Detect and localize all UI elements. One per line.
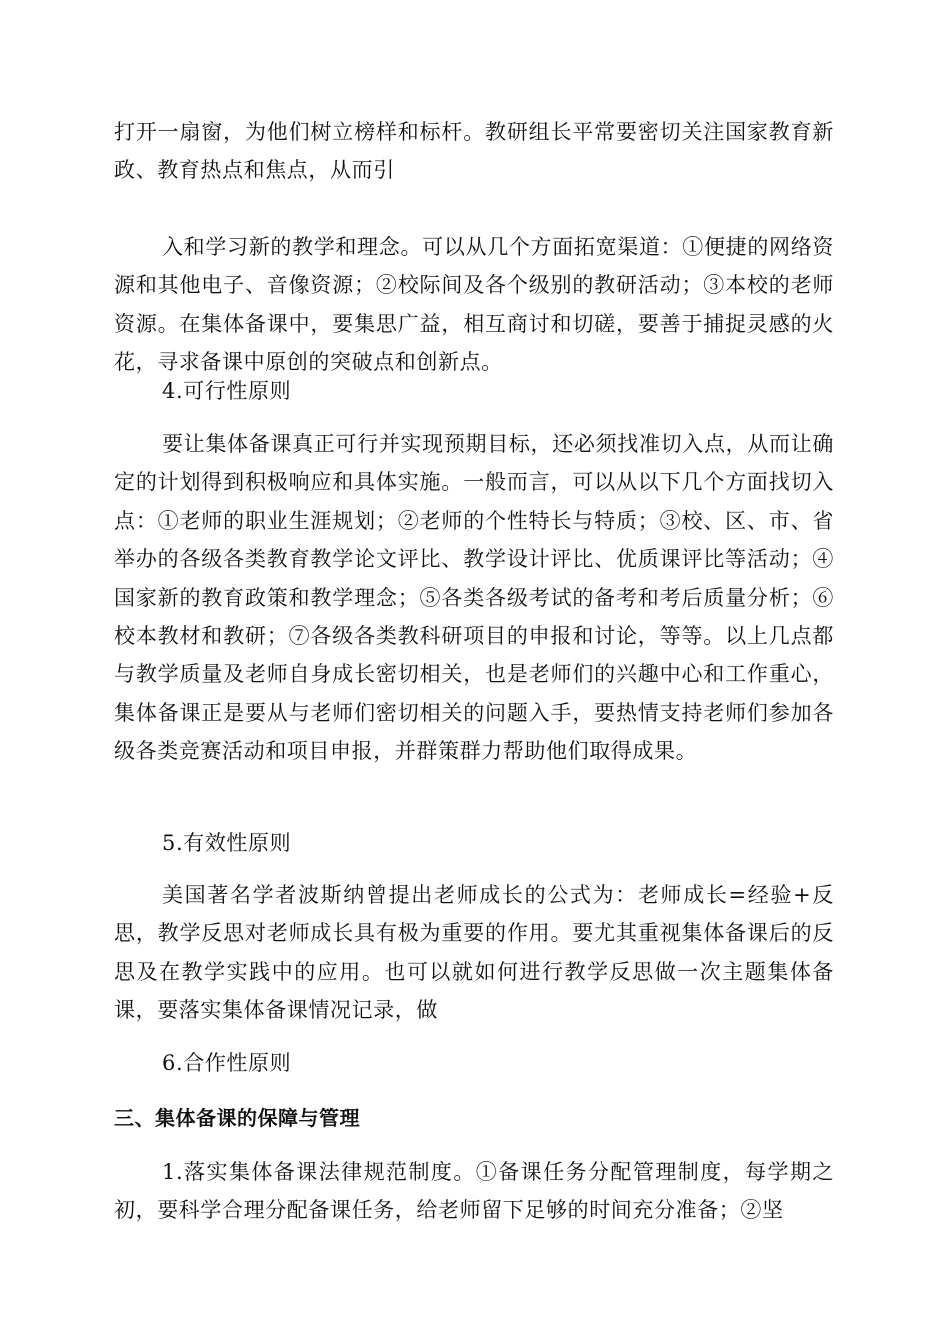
paragraph-effectiveness: 美国著名学者波斯纳曾提出老师成长的公式为：老师成长=经验+反思，教学反思对老师成长具有极为重要的作用。要尤其重视集体备课后的反思及在教学实践中的应用。也可以就如何进行教学反思做一次主题集体备课，要落实集体备课情况记录，做 — [114, 883, 834, 1023]
section-heading-effectiveness: 5.有效性原则 — [162, 831, 292, 855]
paragraph-feasibility: 要让集体备课真正可行并实现预期目标，还必须找准切入点，从而让确定的计划得到积极响应和具体实施。一般而言，可以从以下几个方面找切入点：①老师的职业生涯规划；②老师的个性特长与特质；③校、区、市、省举办的各级各类教育教学论文评比、教学设计评比、优质课评比等活动；④国家新的教育政策和教学理念；⑤各类各级考试的备考和考后质量分析；⑥校本教材和教研；⑦各级各类教科研项目的申报和讨论，等等。以上几点都与教学质量及老师自身成长密切相关，也是老师们的兴趣中心和工作重心，集体备课正是要从与老师们密切相关的问题入手，要热情支持老师们参加各级各类竞赛活动和项目申报，并群策群力帮助他们取得成果。 — [114, 432, 834, 764]
paragraph-channels: 入和学习新的教学和理念。可以从几个方面拓宽渠道：①便捷的网络资源和其他电子、音像资源；②校际间及各个级别的教研活动；③本校的老师资源。在集体备课中，要集思广益，相互商讨和切磋，要善于捕捉灵感的火花，寻求备课中原创的突破点和创新点。 — [114, 235, 834, 375]
paragraph-legal-norms: 1.落实集体备课法律规范制度。①备课任务分配管理制度，每学期之初，要科学合理分配备课任务，给老师留下足够的时间充分准备；②坚 — [114, 1160, 834, 1223]
chapter-heading-guarantee-management: 三、集体备课的保障与管理 — [114, 1106, 360, 1130]
section-heading-feasibility: 4.可行性原则 — [162, 379, 292, 403]
section-heading-cooperation: 6.合作性原则 — [162, 1051, 292, 1075]
paragraph-continuation: 打开一扇窗，为他们树立榜样和标杆。教研组长平常要密切关注国家教育新政、教育热点和焦点，从而引 — [114, 120, 834, 183]
